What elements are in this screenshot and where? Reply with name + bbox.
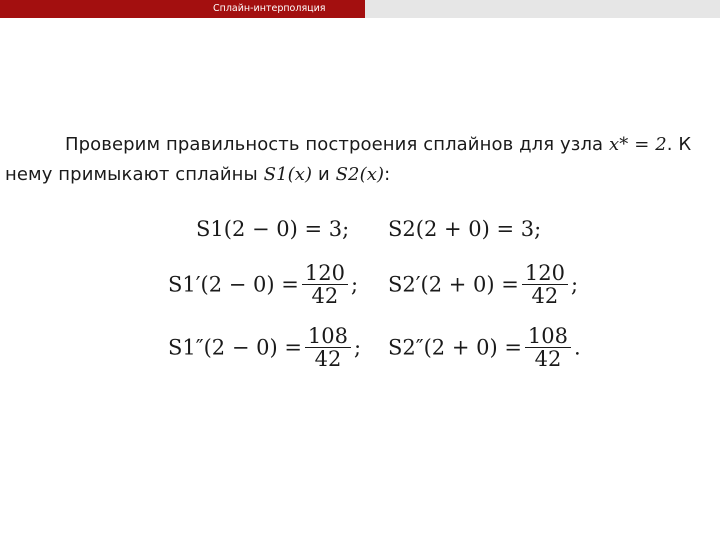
fraction-numerator: 120	[524, 261, 565, 285]
fraction-denominator: 42	[314, 347, 342, 371]
fraction	[305, 325, 351, 370]
section-title-tab	[0, 0, 365, 18]
node-expression: x* = 2	[609, 134, 667, 155]
formula-lhs: S2″(2 + 0) =	[388, 335, 522, 360]
formula-s1-value	[196, 217, 349, 241]
section-title: Сплайн-интерполяция	[213, 3, 326, 14]
conjunction: и	[312, 164, 336, 185]
formula-s1-first-derivative	[168, 262, 358, 307]
formula-s2-value	[388, 217, 541, 241]
fraction-numerator: 108	[307, 324, 349, 348]
line2-end: :	[384, 164, 391, 185]
fraction	[522, 262, 568, 307]
fraction-denominator: 42	[531, 284, 559, 308]
formula-end: .	[574, 335, 581, 360]
formula-end: ;	[350, 272, 359, 297]
formula-end: ;	[354, 335, 362, 360]
fraction	[302, 262, 348, 307]
formula-text: S2(2 + 0) = 3;	[388, 217, 542, 241]
formula-lhs: S2′(2 + 0) =	[388, 272, 519, 297]
fraction-denominator: 42	[311, 284, 339, 308]
line1-end: . К	[666, 134, 692, 155]
formula-s2-first-derivative	[388, 262, 578, 307]
spline-s2-label: S2(x)	[335, 164, 385, 185]
line1-text: Проверим правильность построения сплайнов для узла	[65, 134, 610, 155]
formula-text: S1(2 − 0) = 3;	[196, 217, 350, 241]
line2-text: нему примыкают сплайны	[5, 164, 264, 185]
formula-end: ;	[570, 272, 579, 297]
fraction-numerator: 108	[527, 324, 569, 348]
formula-s1-second-derivative	[168, 325, 361, 370]
formula-lhs: S1′(2 − 0) =	[168, 272, 299, 297]
formula-s2-second-derivative	[388, 325, 581, 370]
fraction	[525, 325, 571, 370]
spline-s1-label: S1(x)	[263, 164, 313, 185]
paragraph-line-1	[65, 134, 691, 155]
fraction-numerator: 120	[304, 261, 345, 285]
fraction-denominator: 42	[534, 347, 562, 371]
paragraph-line-2	[5, 164, 390, 185]
formula-lhs: S1″(2 − 0) =	[168, 335, 302, 360]
